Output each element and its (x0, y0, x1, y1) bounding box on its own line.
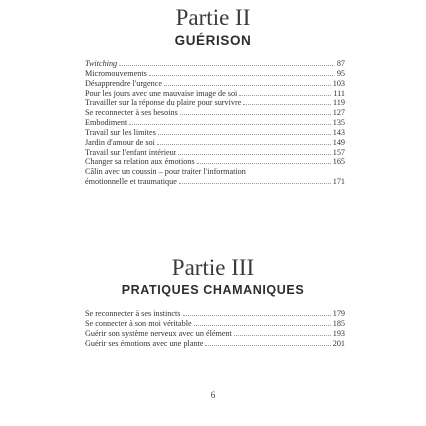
toc-entry-page: 193 (332, 328, 345, 338)
toc-entry-page: 119 (333, 98, 345, 108)
toc-entry[interactable] (85, 128, 345, 138)
toc-entry-text: Embodiment (85, 118, 128, 128)
toc-entry[interactable] (85, 108, 345, 118)
leader-dots (243, 104, 331, 105)
leader-dots (158, 134, 331, 135)
part-3-toc (85, 309, 345, 348)
toc-entry-text: Se reconnecter à ses besoins (85, 108, 178, 118)
toc-entry-text: Jardin d'amour de soi (85, 137, 155, 147)
part-3-title: Partie III (171, 255, 255, 280)
leader-dots (234, 335, 331, 336)
part-2-subtitle: GUÉRISON (174, 33, 252, 48)
toc-entry-text: Pour les jours avec une mauvaise image de soi (85, 88, 238, 98)
toc-entry-page: 111 (333, 88, 345, 98)
toc-entry-page: 157 (332, 147, 345, 157)
toc-entry[interactable] (85, 69, 345, 79)
toc-entry[interactable] (85, 329, 345, 339)
toc-entry-text: Se connecter à son moi véritable (85, 318, 192, 328)
part-2-toc (85, 59, 345, 187)
leader-dots (194, 325, 331, 326)
toc-entry-multiline[interactable] (85, 167, 345, 177)
page-number: 6 (210, 390, 216, 400)
toc-entry[interactable] (85, 118, 345, 128)
toc-entry-multiline-end[interactable] (85, 177, 345, 187)
leader-dots (157, 144, 331, 145)
toc-entry-text: Désapprendre l'urgence (85, 78, 163, 88)
toc-entry-text: Changer sa relation aux émotions (85, 157, 195, 167)
toc-entry-text: Twitching (85, 59, 118, 68)
toc-entry[interactable] (85, 79, 345, 89)
toc-entry[interactable] (85, 319, 345, 329)
toc-entry-page: 185 (332, 318, 345, 328)
toc-entry-page: 171 (332, 177, 345, 187)
part-3-subtitle: PRATIQUES CHAMANIQUES (121, 283, 305, 297)
part-3-heading (0, 256, 426, 297)
toc-entry-page: 149 (332, 137, 345, 147)
toc-entry-text: Câlin avec un coussin – pour traiter l'information (85, 167, 246, 177)
leader-dots (178, 154, 330, 155)
toc-entry-text: Travailler sur la réponse du plaire pour survivre (85, 98, 242, 108)
leader-dots (149, 75, 333, 76)
leader-dots (197, 163, 331, 164)
toc-entry[interactable] (85, 309, 345, 319)
leader-dots (129, 124, 330, 125)
leader-dots (180, 114, 331, 115)
toc-entry[interactable] (85, 138, 345, 148)
toc-entry-page: 165 (332, 157, 345, 167)
leader-dots (164, 85, 331, 86)
toc-entry-page: 179 (332, 309, 345, 318)
toc-entry-page: 95 (336, 68, 345, 78)
toc-entry[interactable] (85, 59, 345, 69)
toc-entry-page: 201 (332, 338, 345, 348)
part-2-heading (0, 6, 426, 48)
leader-dots (205, 345, 330, 346)
toc-entry[interactable] (85, 148, 345, 158)
part-2-title: Partie II (175, 5, 251, 30)
toc-entry[interactable] (85, 157, 345, 167)
leader-dots (179, 183, 331, 184)
toc-entry-page: 143 (332, 127, 345, 137)
leader-dots (239, 95, 331, 96)
toc-entry[interactable] (85, 98, 345, 108)
toc-entry-text: Travail sur l'enfant intérieur (85, 147, 177, 157)
toc-entry-page: 127 (332, 108, 345, 118)
toc-entry-text: Travail sur les limites (85, 127, 156, 137)
toc-entry-page: 103 (332, 78, 345, 88)
toc-entry-text: Micromouvements (85, 68, 147, 78)
toc-entry-text: Guérir son système nerveux avec un élément (85, 328, 232, 338)
leader-dots (119, 65, 333, 66)
toc-entry-text: Guérir ses émotions avec une plante (85, 338, 204, 348)
toc-entry-text: émotionnelle et traumatique (85, 177, 177, 187)
leader-dots (183, 315, 331, 316)
toc-entry-page: 87 (336, 59, 345, 68)
toc-entry-text: Se reconnecter à ses instincts (85, 309, 181, 318)
toc-entry[interactable] (85, 339, 345, 349)
toc-entry[interactable] (85, 89, 345, 99)
toc-entry-page: 135 (332, 118, 345, 128)
